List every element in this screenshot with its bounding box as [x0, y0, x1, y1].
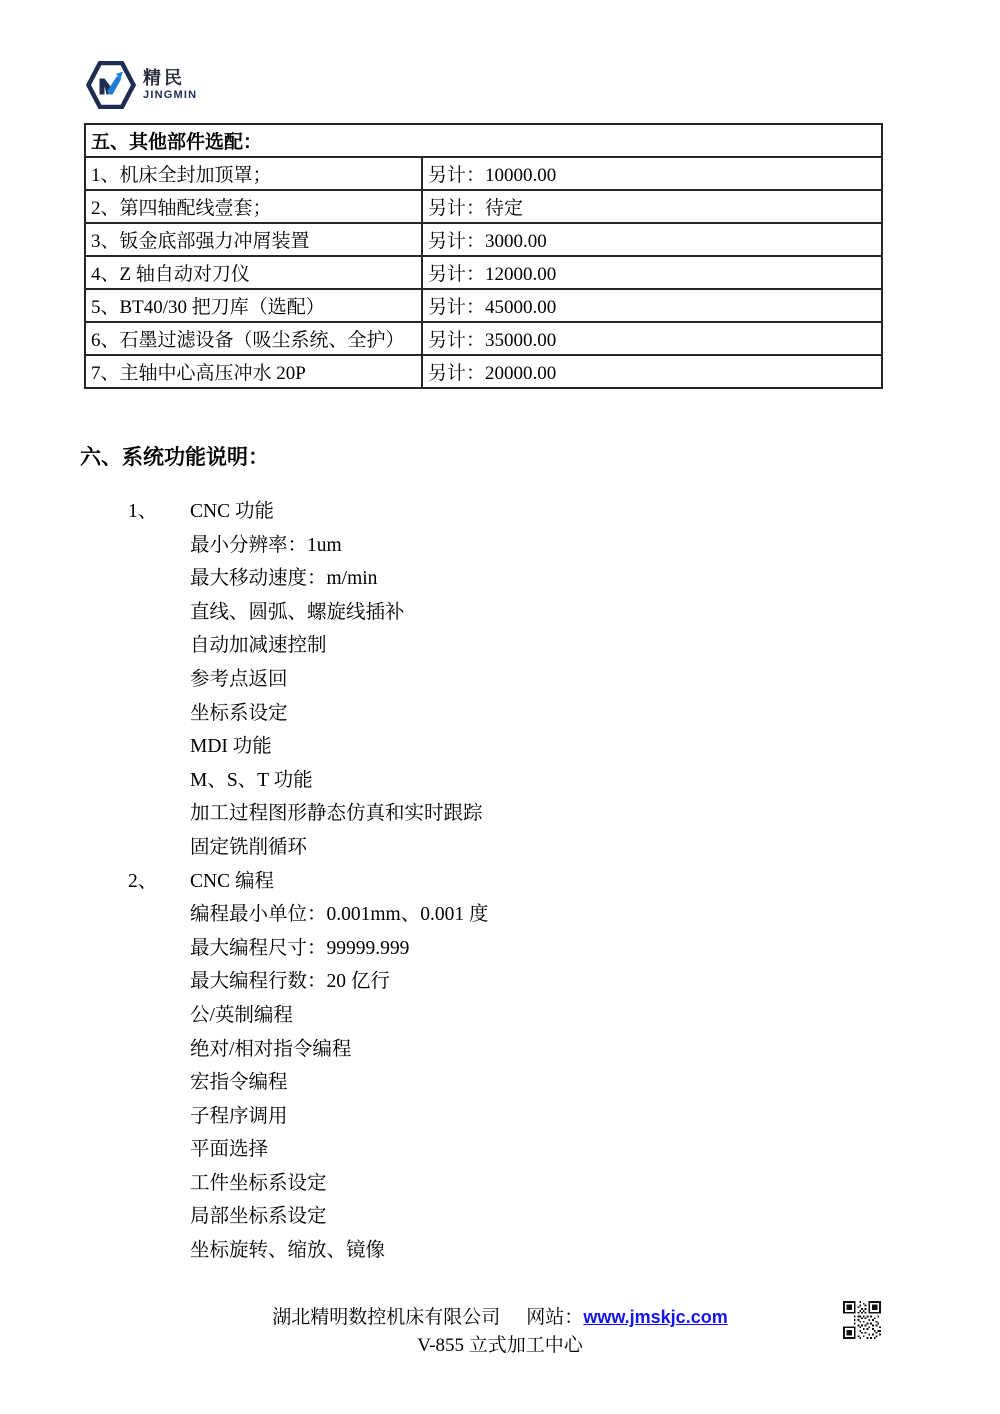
list-item: 编程最小单位：0.001mm、0.001 度 — [190, 904, 489, 926]
group-title: CNC 编程 — [190, 870, 274, 892]
list-item: 绝对/相对指令编程 — [190, 1038, 352, 1060]
list-item: 直线、圆弧、螺旋线插补 — [190, 601, 405, 623]
option-item-cell: 6、石墨过滤设备（吸尘系统、全护） — [85, 322, 422, 355]
option-price-cell: 另计：45000.00 — [422, 289, 882, 322]
qr-code — [843, 1301, 881, 1339]
list-item: 最大移动速度：m/min — [190, 568, 378, 590]
table-row — [85, 157, 882, 190]
list-item: MDI 功能 — [190, 736, 272, 758]
footer-product-line: V-855 立式加工中心 — [417, 1335, 583, 1356]
option-item-cell: 1、机床全封加顶罩； — [85, 157, 422, 190]
option-price-cell: 另计：35000.00 — [422, 322, 882, 355]
footer-company-name: 湖北精明数控机床有限公司 — [272, 1307, 501, 1328]
list-item: 自动加减速控制 — [190, 635, 327, 657]
option-price-cell: 另计：待定 — [422, 190, 882, 223]
list-item: 参考点返回 — [190, 668, 288, 690]
brand-name-cn: 精民 — [143, 68, 185, 88]
list-item: 固定铣削循环 — [190, 836, 308, 858]
options-table-title: 五、其他部件选配： — [85, 124, 882, 157]
section-6-heading: 六、系统功能说明： — [80, 445, 269, 469]
option-item-cell: 5、BT40/30 把刀库（选配） — [85, 289, 422, 322]
group-title-line — [128, 865, 828, 899]
option-price-cell: 另计：12000.00 — [422, 256, 882, 289]
list-item: 工件坐标系设定 — [190, 1172, 327, 1194]
list-item: 宏指令编程 — [190, 1072, 288, 1094]
table-row — [85, 256, 882, 289]
company-logo — [86, 61, 197, 109]
list-item: 加工过程图形静态仿真和实时跟踪 — [190, 803, 483, 825]
list-item: 局部坐标系设定 — [190, 1206, 327, 1228]
option-price-cell: 另计：3000.00 — [422, 223, 882, 256]
function-group — [128, 865, 828, 1268]
table-row — [85, 355, 882, 388]
option-item-cell: 7、主轴中心高压冲水 20P — [85, 355, 422, 388]
option-price-cell: 另计：10000.00 — [422, 157, 882, 190]
jingmin-hexagon-logo-icon — [86, 61, 136, 109]
group-title: CNC 功能 — [190, 501, 274, 522]
group-number: 2、 — [128, 870, 158, 892]
brand-name-en: JINGMIN — [143, 89, 198, 101]
list-item: M、S、T 功能 — [190, 769, 313, 791]
table-row — [85, 322, 882, 355]
list-item: 最小分辨率：1um — [190, 534, 342, 556]
option-item-cell: 4、Z 轴自动对刀仪 — [85, 256, 422, 289]
list-item: 坐标系设定 — [190, 702, 288, 724]
system-functions-list — [128, 495, 828, 1268]
list-item: 最大编程尺寸：99999.999 — [190, 937, 410, 959]
logo-text — [143, 69, 197, 101]
table-row — [85, 223, 882, 256]
list-item: 最大编程行数：20 亿行 — [190, 971, 390, 993]
table-row — [85, 190, 882, 223]
footer-website-label: 网站： — [526, 1307, 584, 1328]
list-item: 公/英制编程 — [190, 1004, 293, 1026]
group-title-line — [128, 495, 828, 529]
option-item-cell: 2、第四轴配线壹套； — [85, 190, 422, 223]
option-price-cell: 另计：20000.00 — [422, 355, 882, 388]
function-group — [128, 495, 828, 865]
list-item: 平面选择 — [190, 1139, 269, 1161]
options-table — [84, 123, 883, 389]
footer-website-link[interactable]: www.jmskjc.com — [583, 1307, 728, 1327]
option-item-cell: 3、钣金底部强力冲屑装置 — [85, 223, 422, 256]
list-item: 子程序调用 — [190, 1105, 288, 1127]
list-item: 坐标旋转、缩放、镜像 — [190, 1240, 386, 1262]
group-number: 1、 — [128, 501, 158, 522]
table-header-row — [85, 124, 882, 157]
table-row — [85, 289, 882, 322]
